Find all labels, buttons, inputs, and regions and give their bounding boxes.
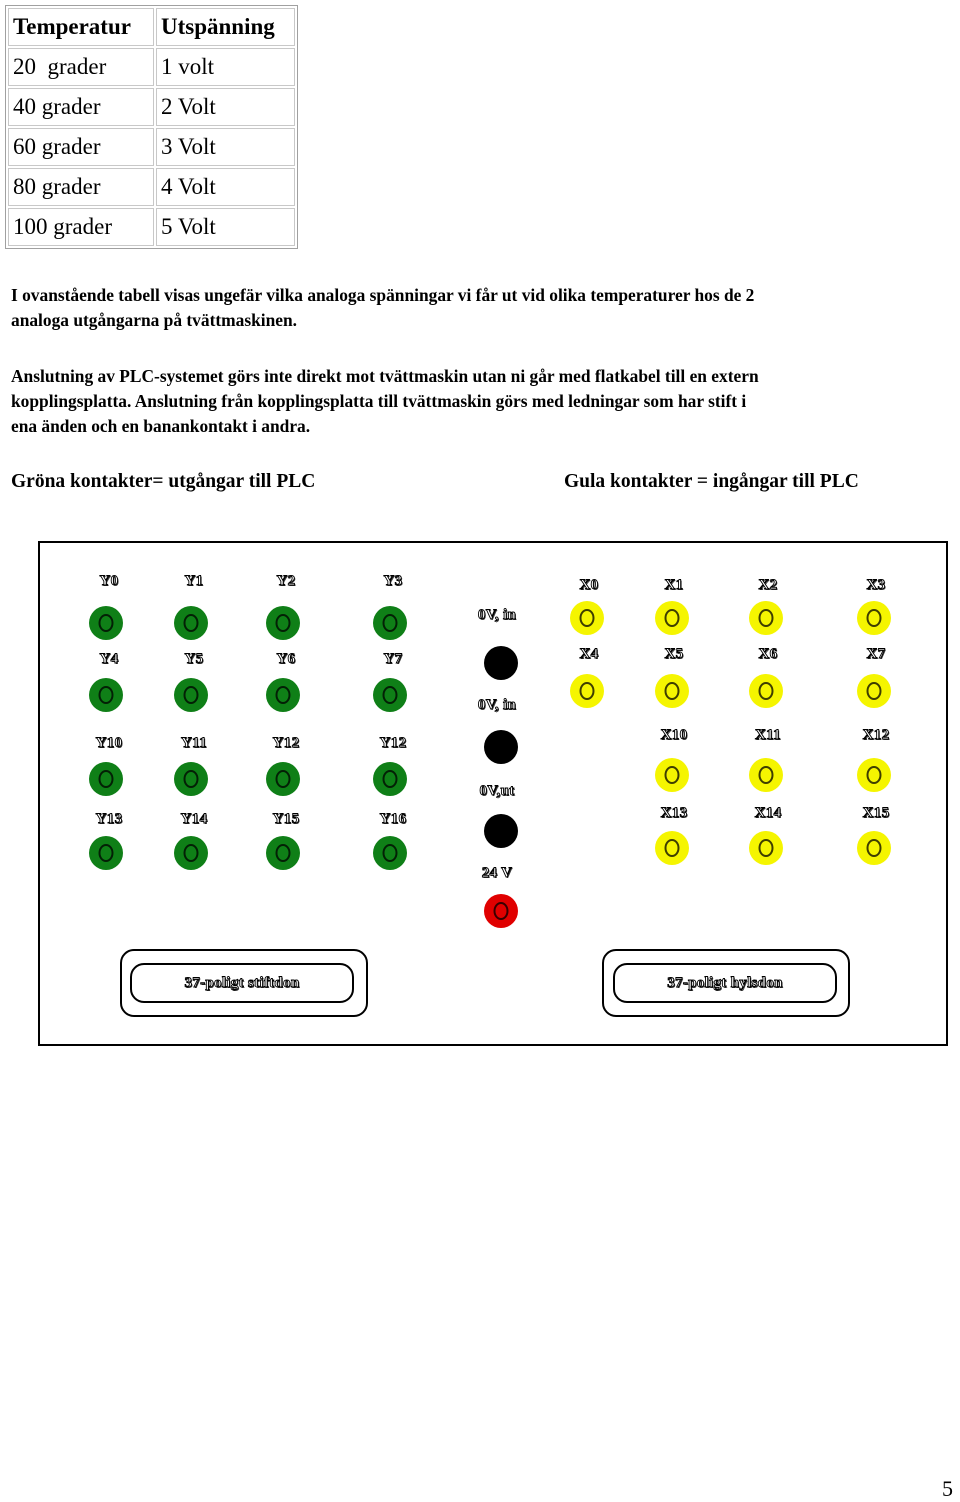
- jack-label: X3: [866, 577, 886, 593]
- jack-label: Y4: [99, 651, 119, 667]
- table-cell: 4 Volt: [156, 168, 295, 206]
- table-header-temperature: Temperatur: [8, 8, 154, 46]
- jack-label: Y7: [383, 651, 403, 667]
- table-header-voltage: Utspänning: [156, 8, 295, 46]
- jack-label: Y2: [276, 573, 296, 589]
- table-cell: 3 Volt: [156, 128, 295, 166]
- green-jack: [266, 836, 300, 870]
- jack-label: 24 V: [481, 865, 513, 881]
- yellow-jack: [655, 831, 689, 865]
- table-cell: 80 grader: [8, 168, 154, 206]
- black-jack: [484, 646, 518, 680]
- green-jack: [266, 678, 300, 712]
- jack-label: 0V, in: [477, 697, 517, 713]
- green-jack: [174, 678, 208, 712]
- yellow-jack: [857, 601, 891, 635]
- jack-label: Y14: [180, 811, 208, 827]
- black-jack: [484, 730, 518, 764]
- yellow-jack: [570, 674, 604, 708]
- paragraph-line: kopplingsplatta. Anslutning från kopplingsplatta till tvättmaskin görs med ledningar som har stift i: [11, 391, 747, 411]
- jack-label: X11: [755, 727, 781, 743]
- paragraph-line: analoga utgångarna på tvättmaskinen.: [11, 310, 298, 330]
- connection-description-paragraph: [11, 364, 956, 439]
- table-header-row: [8, 8, 295, 46]
- jack-label: Y5: [184, 651, 204, 667]
- jack-label: Y11: [181, 735, 207, 751]
- green-jack: [89, 836, 123, 870]
- jack-label: X0: [579, 577, 599, 593]
- table-row: [8, 168, 295, 206]
- green-jack: [174, 762, 208, 796]
- connection-panel-diagram: [38, 541, 948, 1046]
- green-jack: [373, 836, 407, 870]
- legend-green: Gröna kontakter= utgångar till PLC: [11, 471, 316, 492]
- yellow-jack: [655, 674, 689, 708]
- red-jack: [484, 894, 518, 928]
- legend-yellow: Gula kontakter = ingångar till PLC: [564, 471, 859, 492]
- green-jack: [174, 606, 208, 640]
- jack-label: 0V, in: [477, 607, 517, 623]
- table-cell: 5 Volt: [156, 208, 295, 246]
- paragraph-line: I ovanstående tabell visas ungefär vilka analoga spänningar vi får ut vid olika temperaturer hos de 2: [11, 285, 755, 305]
- jack-label: X14: [754, 805, 782, 821]
- jack-label: Y12: [272, 735, 300, 751]
- table-description-paragraph: [11, 283, 956, 333]
- table-row: [8, 208, 295, 246]
- yellow-jack: [857, 674, 891, 708]
- jack-label: X7: [866, 646, 886, 662]
- jack-label: Y0: [99, 573, 119, 589]
- jack-label: Y1: [184, 573, 204, 589]
- yellow-jack: [655, 601, 689, 635]
- table-cell: 40 grader: [8, 88, 154, 126]
- jack-label: Y15: [272, 811, 300, 827]
- green-jack: [174, 836, 208, 870]
- yellow-jack: [570, 601, 604, 635]
- connector-left: [130, 963, 354, 1003]
- jack-label: 0V,ut: [479, 783, 515, 799]
- jack-label: X5: [664, 646, 684, 662]
- connector-right: [613, 963, 837, 1003]
- jack-label: Y12: [379, 735, 407, 751]
- jack-label: X2: [758, 577, 778, 593]
- green-jack: [373, 606, 407, 640]
- black-jack: [484, 814, 518, 848]
- temperature-voltage-table: [5, 5, 298, 249]
- table-cell: 60 grader: [8, 128, 154, 166]
- yellow-jack: [749, 674, 783, 708]
- green-jack: [373, 762, 407, 796]
- yellow-jack: [749, 831, 783, 865]
- jack-label: Y3: [383, 573, 403, 589]
- paragraph-line: Anslutning av PLC-systemet görs inte direkt mot tvättmaskin utan ni går med flatkabel till en extern: [11, 366, 759, 386]
- jack-label: X1: [664, 577, 684, 593]
- green-jack: [373, 678, 407, 712]
- jack-label: Y10: [95, 735, 123, 751]
- jack-label: Y16: [379, 811, 407, 827]
- connector-left-label: 37-poligt stiftdon: [184, 974, 300, 991]
- connector-right-label: 37-poligt hylsdon: [667, 974, 783, 991]
- yellow-jack: [749, 601, 783, 635]
- green-jack: [266, 762, 300, 796]
- jack-label: X12: [862, 727, 890, 743]
- table-cell: 20 grader: [8, 48, 154, 86]
- jack-label: Y6: [276, 651, 296, 667]
- yellow-jack: [857, 758, 891, 792]
- jack-label: X10: [660, 727, 688, 743]
- table-row: [8, 88, 295, 126]
- jack-label: X15: [862, 805, 890, 821]
- page-number: 5: [942, 1476, 953, 1501]
- table-cell: 100 grader: [8, 208, 154, 246]
- jack-label: X4: [579, 646, 599, 662]
- yellow-jack: [655, 758, 689, 792]
- jack-label: Y13: [95, 811, 123, 827]
- table-row: [8, 48, 295, 86]
- green-jack: [266, 606, 300, 640]
- green-jack: [89, 762, 123, 796]
- table-row: [8, 128, 295, 166]
- yellow-jack: [857, 831, 891, 865]
- paragraph-line: ena änden och en banankontakt i andra.: [11, 416, 311, 436]
- jack-label: X13: [660, 805, 688, 821]
- green-jack: [89, 606, 123, 640]
- jack-label: X6: [758, 646, 778, 662]
- green-jack: [89, 678, 123, 712]
- table-cell: 1 volt: [156, 48, 295, 86]
- yellow-jack: [749, 758, 783, 792]
- table-cell: 2 Volt: [156, 88, 295, 126]
